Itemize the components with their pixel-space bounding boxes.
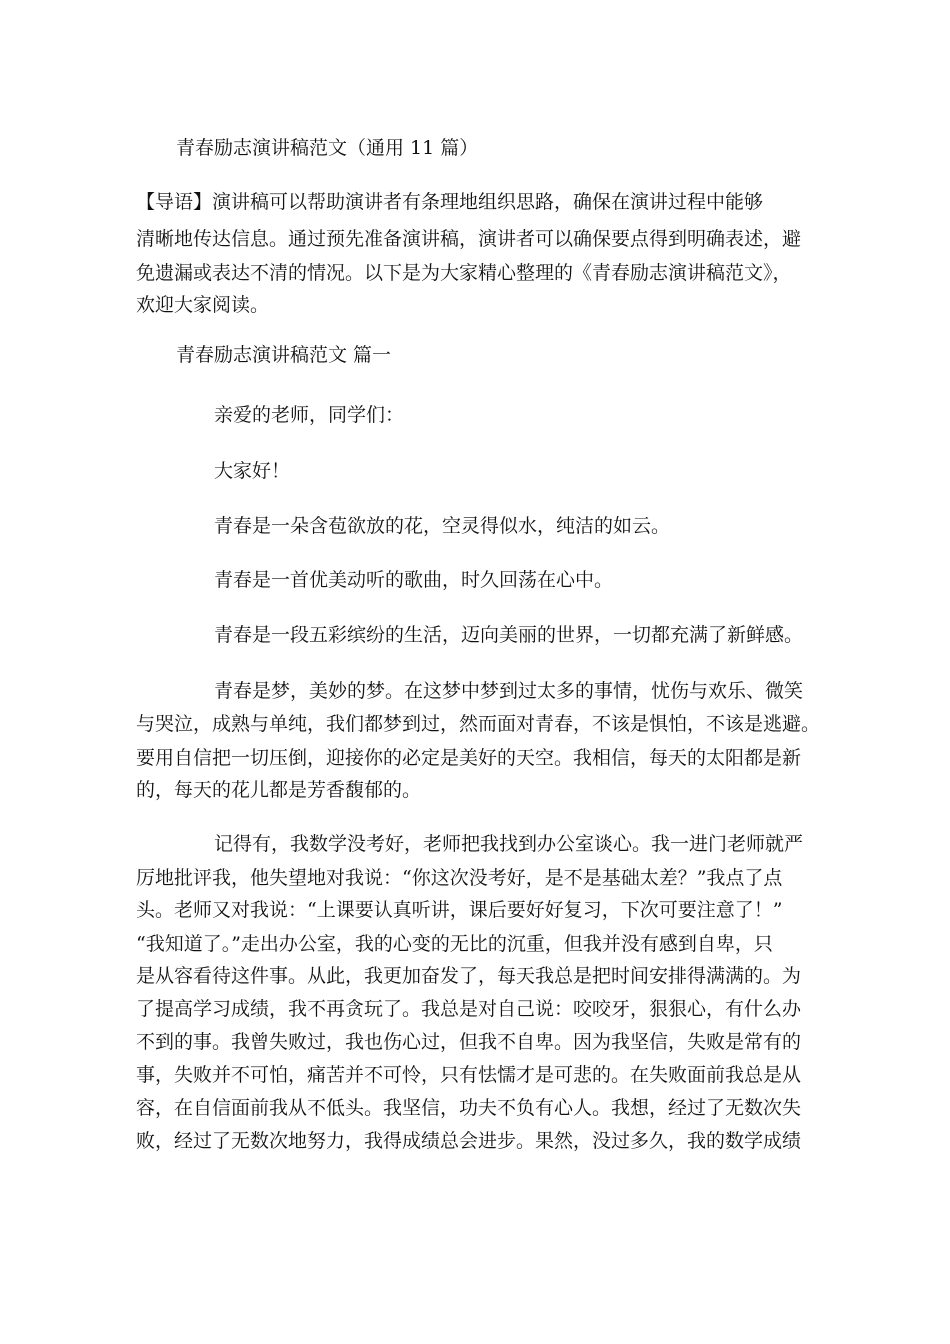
greeting-everyone: 大家好！: [214, 460, 291, 482]
paragraph-line: 了提高学习成绩，我不再贪玩了。我总是对自己说：咬咬牙，狠狠心，有什么办: [136, 998, 802, 1020]
paragraph: 青春是一段五彩缤纷的生活，迈向美丽的世界，一切都充满了新鲜感。: [214, 624, 804, 646]
greeting-teachers: 亲爱的老师，同学们：: [214, 404, 405, 426]
paragraph-line: 头。老师又对我说：“上课要认真听讲，课后要好好复习，下次可要注意了！”: [136, 899, 783, 921]
guide-line: 清晰地传达信息。通过预先准备演讲稿，演讲者可以确保要点得到明确表述，避: [136, 228, 802, 250]
paragraph-line: 败，经过了无数次地努力，我得成绩总会进步。果然，没过多久，我的数学成绩: [136, 1130, 802, 1152]
paragraph-line: 不到的事。我曾失败过，我也伤心过，但我不自卑。因为我坚信，失败是常有的: [136, 1031, 802, 1053]
guide-line: 免遗漏或表达不清的情况。以下是为大家精心整理的《青春励志演讲稿范文》，: [136, 262, 792, 284]
guide-line: 【导语】演讲稿可以帮助演讲者有条理地组织思路，确保在演讲过程中能够: [136, 191, 764, 213]
paragraph-line: “我知道了。”走出办公室，我的心变的无比的沉重，但我并没有感到自卑，只: [136, 933, 773, 955]
paragraph-line: 容，在自信面前我从不低头。我坚信，功夫不负有心人。我想，经过了无数次失: [136, 1097, 802, 1119]
paragraph-line: 厉地批评我，他失望地对我说：“你这次没考好，是不是基础太差？”我点了点: [136, 867, 783, 889]
paragraph-line: 青春是梦，美妙的梦。在这梦中梦到过太多的事情，忧伤与欢乐、微笑: [214, 680, 804, 702]
paragraph: 青春是一朵含苞欲放的花，空灵得似水，纯洁的如云。: [214, 515, 671, 537]
paragraph-line: 记得有，我数学没考好，老师把我找到办公室谈心。我一进门老师就严: [214, 833, 804, 855]
guide-line: 欢迎大家阅读。: [136, 294, 270, 316]
paragraph-line: 要用自信把一切压倒，迎接你的必定是美好的天空。我相信，每天的太阳都是新: [136, 747, 802, 769]
paragraph-line: 事，失败并不可怕，痛苦并不可怜，只有怯懦才是可悲的。在失败面前我总是从: [136, 1064, 802, 1086]
paragraph: 青春是一首优美动听的歌曲，时久回荡在心中。: [214, 569, 614, 591]
paragraph-line: 与哭泣，成熟与单纯，我们都梦到过，然而面对青春，不该是惧怕，不该是逃避。: [136, 713, 821, 735]
paragraph-line: 是从容看待这件事。从此，我更加奋发了，每天我总是把时间安排得满满的。为: [136, 965, 802, 987]
section-title: 青春励志演讲稿范文 篇一: [176, 344, 392, 366]
paragraph-line: 的，每天的花儿都是芳香馥郁的。: [136, 779, 422, 801]
document-title: 青春励志演讲稿范文（通用 11 篇）: [176, 137, 479, 159]
